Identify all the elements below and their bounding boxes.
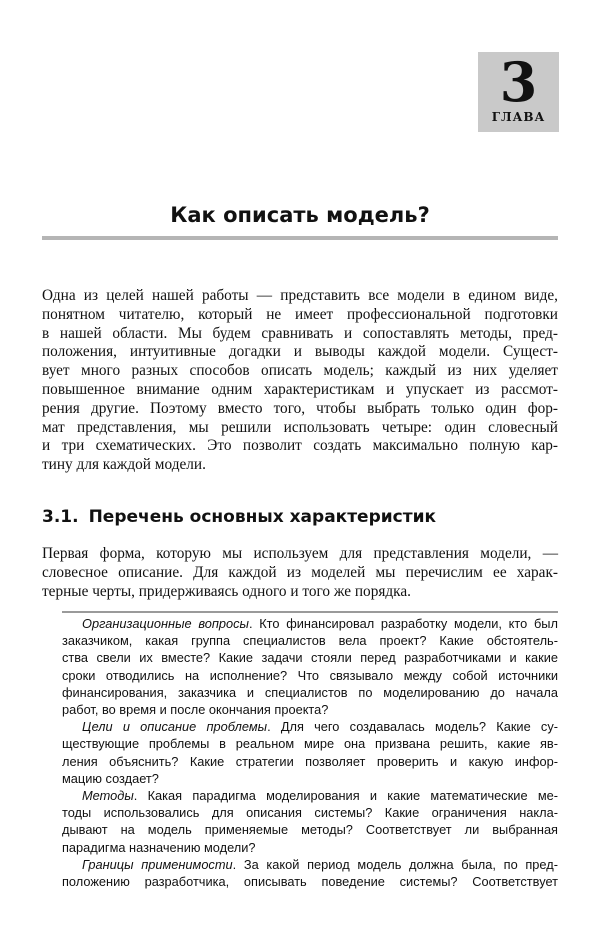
term-goals: Цели и описание проблемы [82, 719, 268, 735]
text-line: заказчиком, какая группа специалистов вела проект? Какие обстоятель- [62, 633, 558, 649]
text-line: понятном читателю, который не имеет профессиональной подготовки [42, 305, 558, 323]
text-line: финансирования, заказчика и специалистов по моделированию до начала [62, 684, 558, 700]
section-paragraph [42, 545, 558, 601]
section-heading [42, 506, 436, 528]
text-line: Первая форма, которую мы используем для представления модели, — [42, 545, 558, 562]
text-line: ществующие проблемы в реальном мире она призвана решить, какие яв- [62, 736, 558, 752]
chapter-number: 3 [499, 50, 538, 114]
text-line: положения, интуитивные догадки и выводы каждой модели. Сущест- [42, 343, 558, 361]
intro-paragraph [42, 287, 558, 475]
text-line: Методы. Какая парадигма моделирования и какие математические ме- [82, 788, 558, 804]
section-number: 3.1. [42, 507, 79, 527]
text-line: дывают на модель применяемые методы? Соответствует ли выбранная [62, 822, 558, 838]
section-title: Перечень основных характеристик [88, 507, 437, 527]
text-line: рения другие. Поэтому вместо того, чтобы выбрать только один фор- [42, 399, 558, 417]
text-line: терные черты, придерживаясь одного и того же порядка. [42, 582, 411, 600]
text-line: ства свели их вместе? Какие задачи стояли перед разработчиками и какие [62, 650, 558, 666]
text-line: тину для каждой модели. [42, 456, 206, 474]
text-line: парадигма назначению модели? [62, 839, 256, 855]
text-line: Организационные вопросы. Кто финансировал разработку модели, кто был [82, 616, 558, 631]
text-line: Одна из целей нашей работы — представить все модели в едином виде, [42, 287, 558, 304]
chapter-label: ГЛАВА [491, 110, 546, 124]
text-line: тоды использовались для описания системы? Какие ограничения накла- [62, 805, 558, 821]
text-line: Границы применимости. За какой период модель должна была, по пред- [82, 856, 558, 872]
text-line: повышенное внимание одним характеристикам и упускает из рассмот- [42, 380, 558, 398]
text-line: сроки отводились на исполнение? Что связывало между собой источники [62, 667, 558, 683]
title-divider [42, 236, 558, 240]
term-organizational: Организационные вопросы [82, 616, 249, 631]
text-line: работ, во время и после окончания проекта? [62, 702, 329, 718]
text-line: ления объяснить? Какие стратегии позволяет проверить и какую инфор- [62, 753, 558, 769]
chapter-badge [478, 52, 559, 132]
box-divider [62, 611, 558, 613]
text-line: положению разработчика, описывать поведение системы? Соответствует [62, 874, 558, 890]
characteristics-list [62, 615, 558, 890]
text-line: мат представления, мы решили использовать четыре: один словесный [42, 418, 558, 436]
text-line: и три схематических. Это позволит создать максимально полную кар- [42, 437, 558, 455]
page-title: Как описать модель? [170, 203, 430, 227]
term-scope: Границы применимости [82, 856, 233, 872]
term-methods: Методы [82, 788, 134, 804]
text-line: мацию создает? [62, 770, 159, 786]
text-line: словесное описание. Для каждой из моделей мы перечислим ее харак- [42, 563, 558, 581]
text-line: вует много разных способов описать модель; каждый из них уделяет [42, 362, 558, 380]
text-line: Цели и описание проблемы. Для чего создавалась модель? Какие су- [82, 719, 558, 735]
text-line: в нашей области. Мы будем сравнивать и сопоставлять методы, пред- [42, 324, 558, 342]
